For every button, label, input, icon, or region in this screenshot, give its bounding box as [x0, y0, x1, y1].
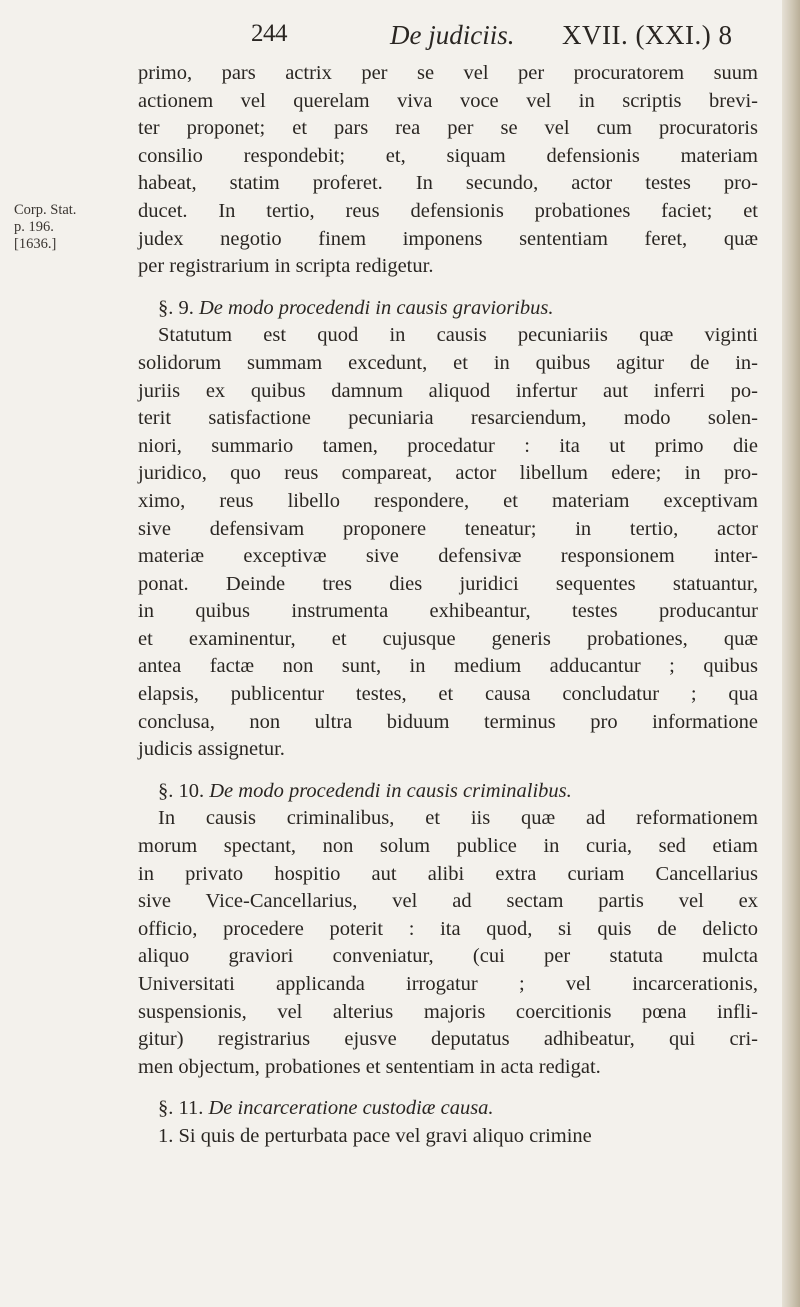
text-line: men objectum, probationes et sententiam in acta redigat.	[138, 1055, 601, 1078]
text-line: terit satisfactione pecuniaria resarciendum, modo solen-	[138, 407, 758, 430]
section-heading	[138, 295, 758, 323]
text-line: consilio respondebit; et, siquam defensionis materiam	[138, 144, 758, 167]
running-title: De judiciis.	[390, 20, 515, 50]
section-title: De modo procedendi in causis criminalibus.	[209, 779, 572, 802]
section-title: De modo procedendi in causis gravioribus.	[199, 296, 554, 319]
margin-note-line: [1636.]	[14, 236, 57, 252]
text-line: officio, procedere poterit : ita quod, si quis de delicto	[138, 917, 758, 940]
text-line: primo, pars actrix per se vel per procuratorem suum	[138, 62, 758, 84]
section-11	[138, 1095, 758, 1150]
section-number: §. 11.	[158, 1097, 204, 1120]
section-heading	[138, 1095, 758, 1123]
text-line: solidorum summam excedunt, et in quibus agitur de in-	[138, 351, 758, 374]
text-line: juriis ex quibus damnum aliquod infertur aut inferri po-	[138, 379, 758, 402]
page-edge-shadow	[782, 0, 800, 1307]
text-line: suspensionis, vel alterius majoris coercitionis pœna infli-	[138, 1000, 758, 1023]
page-header	[0, 14, 800, 54]
page-number: 244	[251, 20, 287, 47]
body-text	[138, 60, 758, 1151]
margin-note-line: Corp. Stat.	[14, 202, 77, 218]
section-heading	[138, 778, 758, 806]
text-line: materiæ exceptivæ sive defensivæ responsionem inter-	[138, 545, 758, 568]
text-line: 1. Si quis de perturbata pace vel gravi aliquo crimine	[158, 1124, 592, 1147]
section-number: §. 10.	[158, 779, 205, 802]
section-title: De incarceratione custodiæ causa.	[208, 1097, 494, 1120]
text-line: sive Vice-Cancellarius, vel ad sectam partis vel ex	[138, 890, 758, 913]
text-line: elapsis, publicentur testes, et causa concludatur ; qua	[138, 683, 758, 706]
text-line: morum spectant, non solum publice in curia, sed etiam	[138, 835, 758, 858]
text-line: per registrarium in scripta redigetur.	[138, 255, 434, 278]
paragraph-continuation	[138, 60, 758, 281]
text-line: habeat, statim proferet. In secundo, actor testes pro-	[138, 172, 758, 195]
text-line: niori, summario tamen, procedatur : ita ut primo die	[138, 434, 758, 457]
text-line: judex negotio finem imponens sententiam feret, quæ	[138, 227, 758, 250]
text-line: et examinentur, et cujusque generis probationes, quæ	[138, 627, 758, 650]
text-line: conclusa, non ultra biduum terminus pro informatione	[138, 710, 758, 733]
section-10	[138, 778, 758, 1082]
text-line: aliquo graviori conveniatur, (cui per statuta mulcta	[138, 945, 758, 968]
text-line: ximo, reus libello respondere, et materiam exceptivam	[138, 489, 758, 512]
text-line: in quibus instrumenta exhibeantur, testes producantur	[138, 600, 758, 623]
text-line: gitur) registrarius ejusve deputatus adhibeatur, qui cri-	[138, 1028, 758, 1051]
margin-note-line: p. 196.	[14, 219, 54, 235]
text-line: sive defensivam proponere teneatur; in tertio, actor	[138, 517, 758, 540]
chapter-reference: XVII. (XXI.) 8	[562, 20, 733, 50]
text-line: Universitati applicanda irrogatur ; vel incarcerationis,	[138, 973, 758, 995]
text-line: Statutum est quod in causis pecuniariis quæ viginti	[158, 324, 758, 347]
text-line: in privato hospitio aut alibi extra curiam Cancellarius	[138, 862, 758, 885]
text-line: ter proponet; et pars rea per se vel cum procuratoris	[138, 117, 758, 140]
margin-note	[14, 202, 112, 253]
text-line: actionem vel querelam viva voce vel in scriptis brevi-	[138, 89, 758, 112]
text-line: judicis assignetur.	[138, 738, 285, 761]
text-line: ducet. In tertio, reus defensionis probationes faciet; et	[138, 199, 758, 222]
text-line: juridico, quo reus compareat, actor libellum edere; in pro-	[138, 462, 758, 485]
text-line: antea factæ non sunt, in medium adducantur ; quibus	[138, 655, 758, 678]
section-number: §. 9.	[158, 296, 194, 319]
text-line: ponat. Deinde tres dies juridici sequentes statuantur,	[138, 572, 758, 595]
section-9	[138, 295, 758, 764]
text-line: In causis criminalibus, et iis quæ ad reformationem	[158, 807, 758, 830]
